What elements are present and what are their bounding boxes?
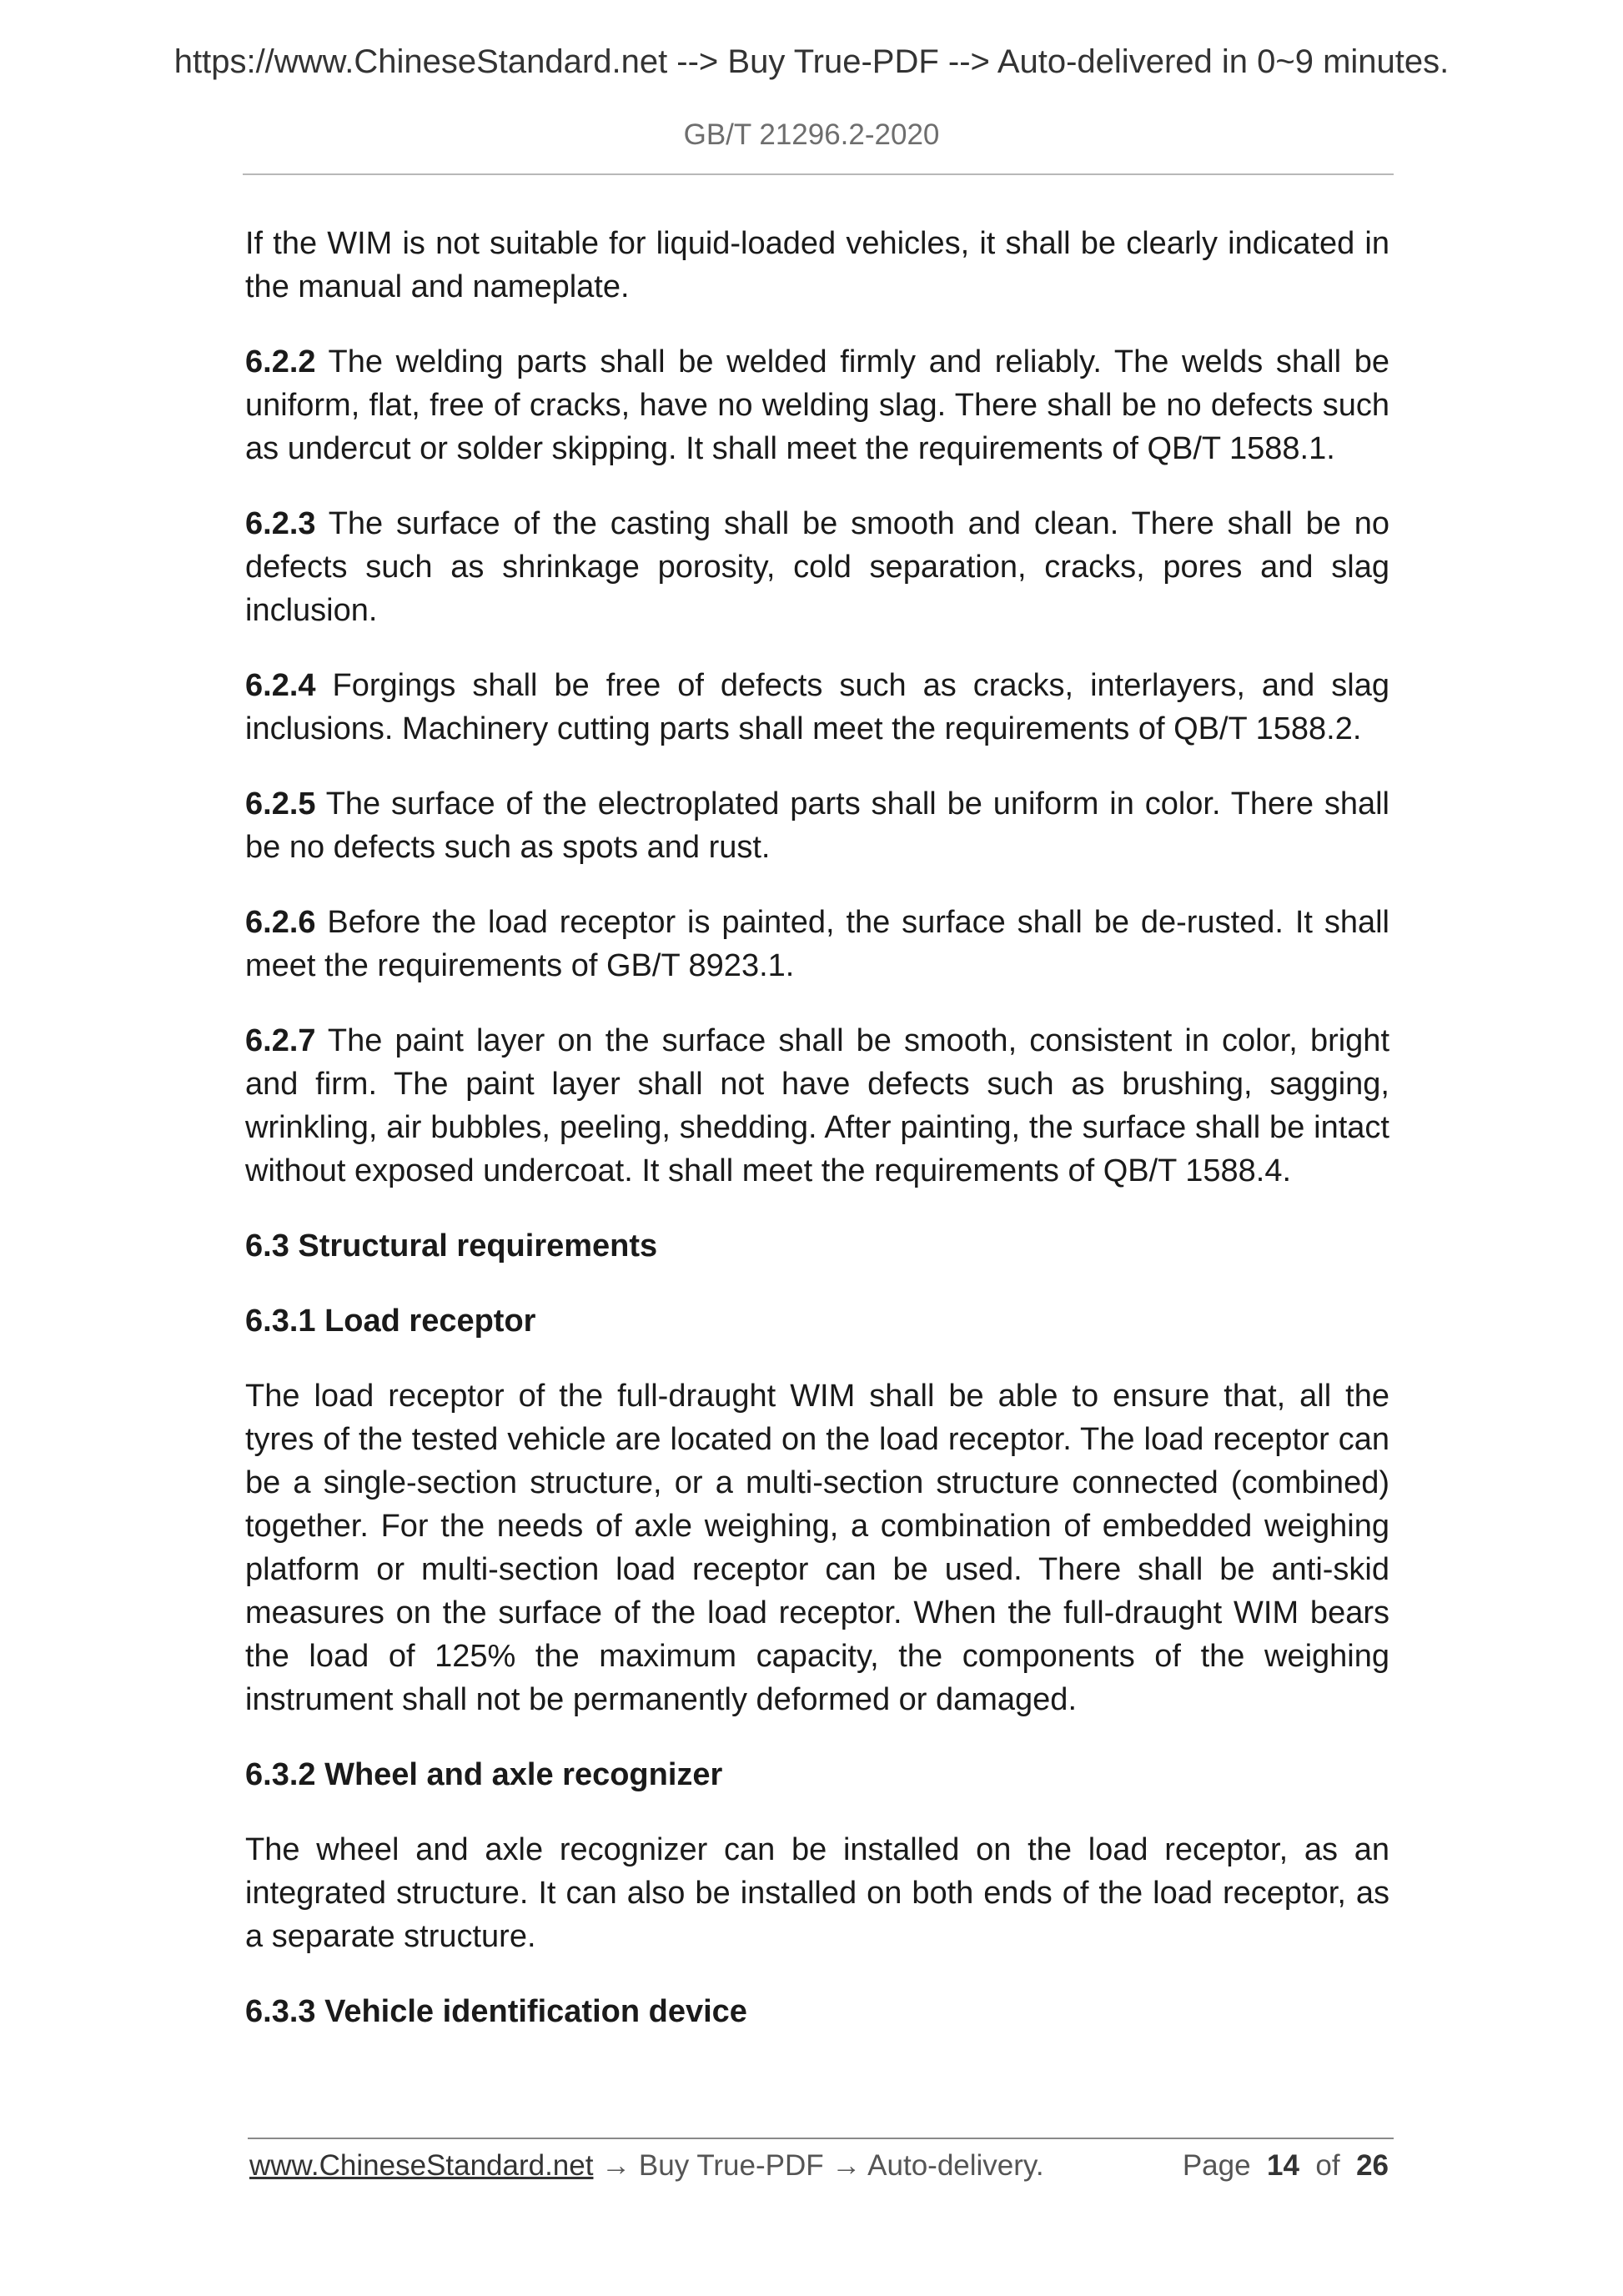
section-heading-6-3-1: 6.3.1 Load receptor [245, 1304, 536, 1339]
clause-number: 6.2.5 [245, 786, 316, 821]
clause-6-2-4 [245, 664, 1389, 751]
of-label: of [1315, 2149, 1340, 2182]
clause-number: 6.2.6 [245, 905, 316, 940]
section-heading-6-3-2: 6.3.2 Wheel and axle recognizer [245, 1757, 723, 1792]
paragraph-6-3-2: The wheel and axle recognizer can be installed on the load receptor, as an integrated structure. It can also be installed on both ends of the load receptor, as a separate structure. [245, 1832, 1389, 1954]
footer-site-link[interactable]: www.ChineseStandard.net [249, 2149, 594, 2182]
top-banner: https://www.ChineseStandard.net --> Buy True-PDF --> Auto-delivered in 0~9 minutes. [173, 43, 1450, 80]
clause-number: 6.2.2 [245, 344, 316, 379]
footer-tagline: → Buy True-PDF → Auto-delivery. [593, 2149, 1044, 2182]
clause-text: Before the load receptor is painted, the surface shall be de-rusted. It shall meet the requirements of GB/T 8923.1. [245, 905, 1389, 983]
clause-number: 6.2.4 [245, 668, 316, 703]
clause-6-2-2 [245, 340, 1389, 470]
header-divider [243, 173, 1394, 175]
footer-divider [248, 2138, 1394, 2139]
clause-text: The surface of the electroplated parts shall be uniform in color. There shall be no defects such as spots and rust. [245, 786, 1389, 865]
paragraph-6-3-1: The load receptor of the full-draught WIM shall be able to ensure that, all the tyres of the tested vehicle are located on the load receptor. The load receptor can be a single-section structure, or a multi-section structure connected (combined) together. For the needs of axle weighing, a combination of embedded weighing platform or multi-section load receptor can be used. There shall be anti-skid measures on the surface of the load receptor. When the full-draught WIM bears the load of 125% the maximum capacity, the components of the weighing instrument shall not be permanently deformed or damaged. [245, 1379, 1389, 1717]
total-page-count: 26 [1356, 2149, 1389, 2182]
page-footer [249, 2147, 1392, 2185]
page-indicator [1183, 2147, 1389, 2185]
clause-6-2-6 [245, 901, 1389, 987]
clause-6-2-7 [245, 1019, 1389, 1193]
clause-text: The paint layer on the surface shall be smooth, consistent in color, bright and firm. The paint layer shall not have defects such as brushing, sagging, wrinkling, air bubbles, peeling, shedding. After painting, the surface shall be intact without exposed undercoat. It shall meet the requirements of QB/T 1588.4. [245, 1023, 1389, 1188]
section-heading-6-3: 6.3 Structural requirements [245, 1228, 658, 1264]
clause-6-2-5 [245, 782, 1389, 869]
section-heading-6-3-3: 6.3.3 Vehicle identification device [245, 1994, 747, 2029]
page-label: Page [1182, 2149, 1251, 2182]
clause-6-2-3 [245, 502, 1389, 632]
document-body [245, 222, 1389, 2065]
clause-number: 6.2.7 [245, 1023, 316, 1058]
current-page-number: 14 [1267, 2149, 1299, 2182]
intro-paragraph: If the WIM is not suitable for liquid-loaded vehicles, it shall be clearly indicated in the manual and nameplate. [245, 226, 1389, 304]
clause-number: 6.2.3 [245, 506, 316, 541]
clause-text: The welding parts shall be welded firmly and reliably. The welds shall be uniform, flat, free of cracks, have no welding slag. There shall be no defects such as undercut or solder skipping. It shall meet the requirements of QB/T 1588.1. [245, 344, 1389, 466]
clause-text: The surface of the casting shall be smooth and clean. There shall be no defects such as shrinkage porosity, cold separation, cracks, pores and slag inclusion. [245, 506, 1389, 628]
clause-text: Forgings shall be free of defects such as cracks, interlayers, and slag inclusions. Machinery cutting parts shall meet the requirements of QB/T 1588.2. [245, 668, 1389, 746]
standard-code: GB/T 21296.2-2020 [683, 118, 940, 151]
